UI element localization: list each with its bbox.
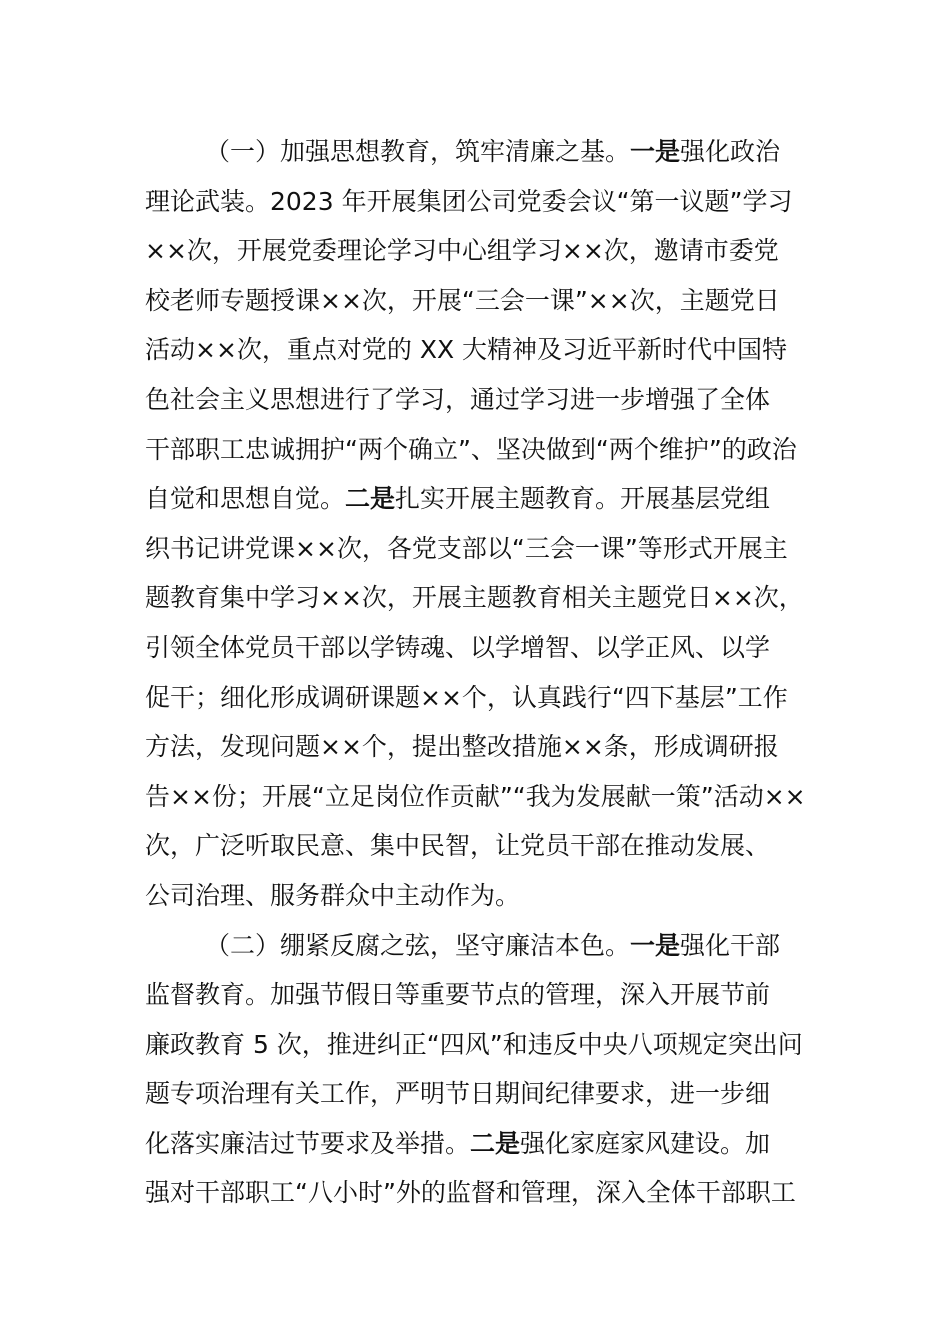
text-run: 强化干部 xyxy=(680,930,781,960)
section-1-line-7: 干部职工忠诚拥护“两个确立”、坚决做到“两个维护”的政治 xyxy=(145,434,797,464)
text-run: 自觉和思想自觉。 xyxy=(145,484,346,514)
section-1-line-5: 活动××次，重点对党的 XX 大精神及习近平新时代中国特 xyxy=(145,335,788,365)
section-1-line-1 xyxy=(145,127,825,177)
bold-marker-second: 二是 xyxy=(345,484,396,514)
section-2-line-5 xyxy=(145,1119,825,1169)
section-1-line-14: 告××份；开展“立足岗位作贡献”“我为发展献一策”活动×× xyxy=(145,781,806,811)
section-2-line-4: 题专项治理有关工作，严明节日期间纪律要求，进一步细 xyxy=(145,1079,771,1109)
section-1-heading: （一）加强思想教育，筑牢清廉之基。 xyxy=(205,137,631,166)
section-1-line-2: 理论武装。2023 年开展集团公司党委会议“第一议题”学习 xyxy=(145,186,793,216)
text-run: 化落实廉洁过节要求及举措。 xyxy=(145,1128,471,1158)
section-2-heading: （二）绷紧反腐之弦，坚守廉洁本色。 xyxy=(205,930,631,960)
bold-marker-second: 二是 xyxy=(470,1128,521,1158)
section-1-line-9: 织书记讲党课××次，各党支部以“三会一课”等形式开展主 xyxy=(145,533,788,563)
section-1-line-10: 题教育集中学习××次，开展主题教育相关主题党日××次， xyxy=(145,583,804,613)
section-1-line-6: 色社会主义思想进行了学习，通过学习进一步增强了全体 xyxy=(145,384,771,414)
section-1-line-16: 公司治理、服务群众中主动作为。 xyxy=(145,880,521,910)
text-run: 扎实开展主题教育。开展基层党组 xyxy=(395,484,771,514)
section-1-line-13: 方法，发现问题××个，提出整改措施××条，形成调研报 xyxy=(145,732,779,762)
section-2-line-2: 监督教育。加强节假日等重要节点的管理，深入开展节前 xyxy=(145,980,771,1010)
text-run: 强化政治 xyxy=(680,137,781,166)
bold-marker-first: 一是 xyxy=(630,930,681,960)
section-2-line-3: 廉政教育 5 次，推进纠正“四风”和违反中央八项规定突出问 xyxy=(145,1029,803,1059)
section-2-line-6: 强对干部职工“八小时”外的监督和管理，深入全体干部职工 xyxy=(145,1178,796,1208)
section-2-line-1 xyxy=(145,921,825,971)
document-body xyxy=(145,127,825,1218)
section-1-line-4: 校老师专题授课××次，开展“三会一课”××次，主题党日 xyxy=(145,285,780,315)
text-run: 强化家庭家风建设。加 xyxy=(520,1128,771,1158)
section-1-line-8 xyxy=(145,474,825,524)
section-1-line-3: ××次，开展党委理论学习中心组学习××次，邀请市委党 xyxy=(145,236,779,266)
bold-marker-first: 一是 xyxy=(630,137,681,166)
section-1-line-15: 次，广泛听取民意、集中民智，让党员干部在推动发展、 xyxy=(145,831,771,861)
section-1-line-12: 促干；细化形成调研课题××个，认真践行“四下基层”工作 xyxy=(145,682,788,712)
section-1-line-11: 引领全体党员干部以学铸魂、以学增智、以学正风、以学 xyxy=(145,632,771,662)
